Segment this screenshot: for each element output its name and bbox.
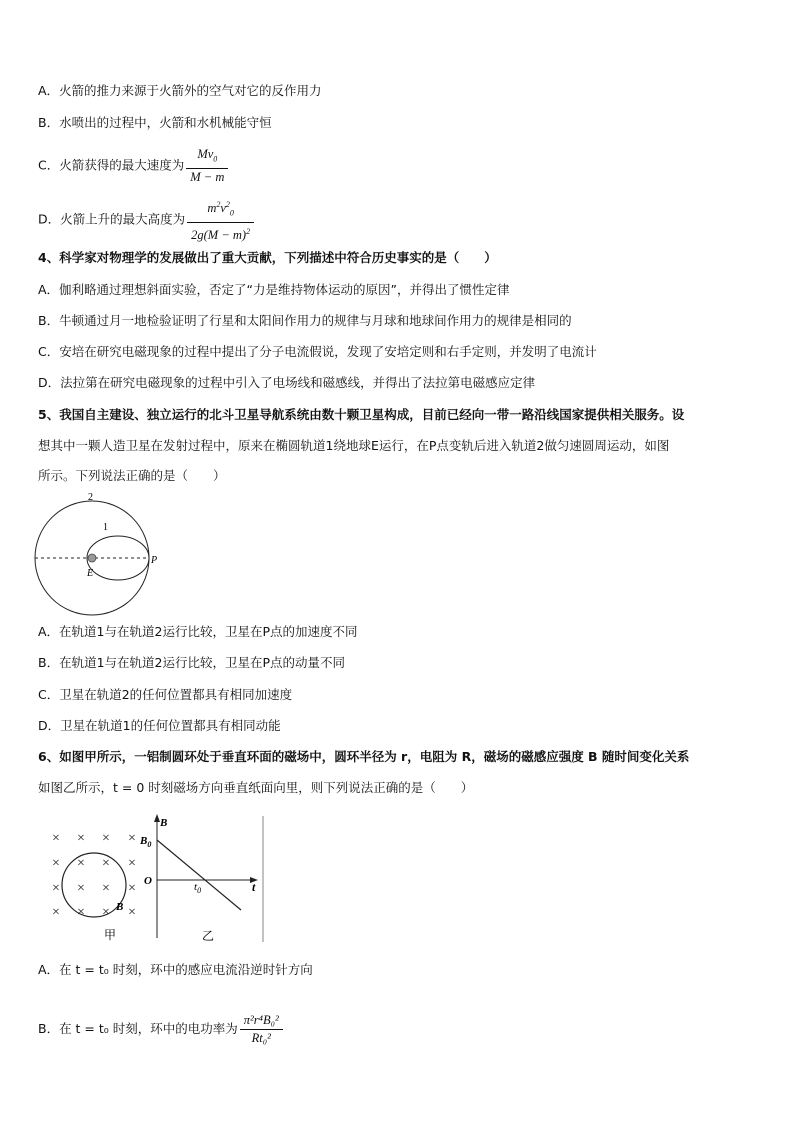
field-cross-mark: × bbox=[52, 905, 60, 920]
q4-option-d: D．法拉第在研究电磁现象的过程中引入了电场线和磁感线，并得出了法拉第电磁感应定律 bbox=[38, 375, 536, 390]
graph-axis-B: B bbox=[160, 817, 168, 829]
graph-label-t0 bbox=[194, 881, 201, 895]
field-cross-mark: × bbox=[52, 881, 60, 896]
B-line bbox=[157, 840, 241, 910]
q6-option-b-text: B．在 t = t₀ 时刻，环中的电功率为 bbox=[38, 1021, 238, 1036]
field-cross-mark: × bbox=[102, 831, 110, 846]
graph-label-t0-sub: 0 bbox=[197, 886, 202, 895]
field-cross-mark: × bbox=[102, 856, 110, 871]
field-cross-mark: × bbox=[128, 831, 136, 846]
figure-label-yi: 乙 bbox=[202, 929, 215, 943]
q5-option-b: B．在轨道1与在轨道2运行比较，卫星在P点的动量不同 bbox=[38, 655, 346, 670]
q3-d-num-v: v bbox=[220, 201, 226, 216]
q3-c-numerator-sub: 0 bbox=[213, 154, 218, 164]
q3-option-c-text: C．火箭获得的最大速度为 bbox=[38, 157, 185, 173]
q3-c-numerator: Mv bbox=[197, 147, 214, 161]
q5-option-c: C．卫星在轨道2的任何位置都具有相同加速度 bbox=[38, 687, 293, 702]
q3-option-a: A．火箭的推力来源于火箭外的空气对它的反作用力 bbox=[38, 83, 322, 98]
q3-d-num-m: m bbox=[207, 201, 217, 216]
field-cross-mark: × bbox=[77, 905, 85, 920]
q5-stem-line-3: 所示。下列说法正确的是（ ） bbox=[38, 468, 226, 483]
graph-origin-O: O bbox=[144, 875, 152, 887]
field-cross-mark: × bbox=[128, 881, 136, 896]
q3-d-sup-v: 2 bbox=[225, 200, 230, 209]
graph-label-t0-main: t bbox=[194, 881, 198, 893]
q5-stem-line-1: 5、我国自主建设、独立运行的北斗卫星导航系统由数十颗卫星构成，目前已经向一带一路沿线国家提供相关服务。设 bbox=[38, 407, 685, 422]
orbit-label-1: 1 bbox=[103, 522, 108, 533]
q6-b-denominator: Rt₀² bbox=[251, 1031, 271, 1045]
q6-option-a: A．在 t = t₀ 时刻，环中的感应电流沿逆时针方向 bbox=[38, 962, 313, 977]
q3-d-denominator: 2g(M − m) bbox=[191, 227, 247, 242]
figure-label-jia: 甲 bbox=[104, 928, 117, 942]
field-cross-mark: × bbox=[52, 856, 60, 871]
q3-option-d-text: D．火箭上升的最大高度为 bbox=[38, 211, 186, 227]
orbit-figure bbox=[30, 490, 170, 620]
field-cross-mark: × bbox=[102, 881, 110, 896]
q4-option-c: C．安培在研究电磁现象的过程中提出了分子电流假说，发现了安培定则和右手定则，并发明了电流计 bbox=[38, 344, 597, 359]
graph-axis-t: t bbox=[252, 880, 256, 894]
field-cross-grid bbox=[52, 831, 136, 920]
q3-option-d-fraction bbox=[187, 196, 254, 244]
field-cross-mark: × bbox=[77, 856, 85, 871]
graph-label-B0 bbox=[139, 835, 151, 849]
q3-c-denominator: M − m bbox=[190, 169, 225, 184]
q3-d-den-sup: 2 bbox=[246, 226, 251, 236]
q3-option-d bbox=[38, 196, 254, 244]
q3-d-sub-v: 0 bbox=[229, 208, 234, 218]
q6-option-b bbox=[38, 1012, 283, 1047]
earth-dot bbox=[88, 554, 96, 562]
q4-option-b: B．牛顿通过月一地检验证明了行星和太阳间作用力的规律与月球和地球间作用力的规律是相同的 bbox=[38, 313, 572, 328]
q6-b-numerator: π²r⁴B₀² bbox=[240, 1012, 283, 1030]
field-cross-mark: × bbox=[128, 905, 136, 920]
orbit-label-2: 2 bbox=[88, 492, 93, 503]
q3-d-sup-m: 2 bbox=[216, 200, 221, 209]
field-cross-mark: × bbox=[102, 905, 110, 920]
graph-label-B0-main: B bbox=[140, 835, 148, 847]
q5-option-d: D．卫星在轨道1的任何位置都具有相同动能 bbox=[38, 718, 281, 733]
ring-label-B: B bbox=[116, 901, 124, 913]
q5-stem-line-2: 想其中一颗人造卫星在发射过程中，原来在椭圆轨道1绕地球E运行，在P点变轨后进入轨道2做匀速圆周运动，如图 bbox=[38, 438, 670, 453]
field-figure bbox=[40, 810, 280, 945]
field-cross-mark: × bbox=[128, 856, 136, 871]
field-cross-mark: × bbox=[77, 831, 85, 846]
q3-option-c-fraction bbox=[186, 146, 228, 186]
q6-stem-line-2: 如图乙所示，t = 0 时刻磁场方向垂直纸面向里，则下列说法正确的是（ ） bbox=[38, 780, 474, 795]
q6-option-b-fraction bbox=[240, 1012, 283, 1047]
q4-stem: 4、科学家对物理学的发展做出了重大贡献，下列描述中符合历史事实的是（ ） bbox=[38, 250, 497, 265]
earth-label-E: E bbox=[87, 568, 94, 579]
q3-option-b: B．水喷出的过程中，火箭和水机械能守恒 bbox=[38, 115, 272, 130]
graph-label-B0-sub: 0 bbox=[147, 840, 152, 849]
q3-option-c bbox=[38, 146, 228, 186]
q5-option-a: A．在轨道1与在轨道2运行比较，卫星在P点的加速度不同 bbox=[38, 624, 358, 639]
field-cross-mark: × bbox=[77, 881, 85, 896]
point-label-P: P bbox=[151, 555, 158, 566]
q4-option-a: A．伽利略通过理想斜面实验，否定了“力是维持物体运动的原因”，并得出了惯性定律 bbox=[38, 282, 510, 297]
field-cross-mark: × bbox=[52, 831, 60, 846]
q6-stem-line-1: 6、如图甲所示，一铝制圆环处于垂直环面的磁场中，圆环半径为 r，电阻为 R，磁场的磁感应强度 B 随时间变化关系 bbox=[38, 749, 690, 764]
